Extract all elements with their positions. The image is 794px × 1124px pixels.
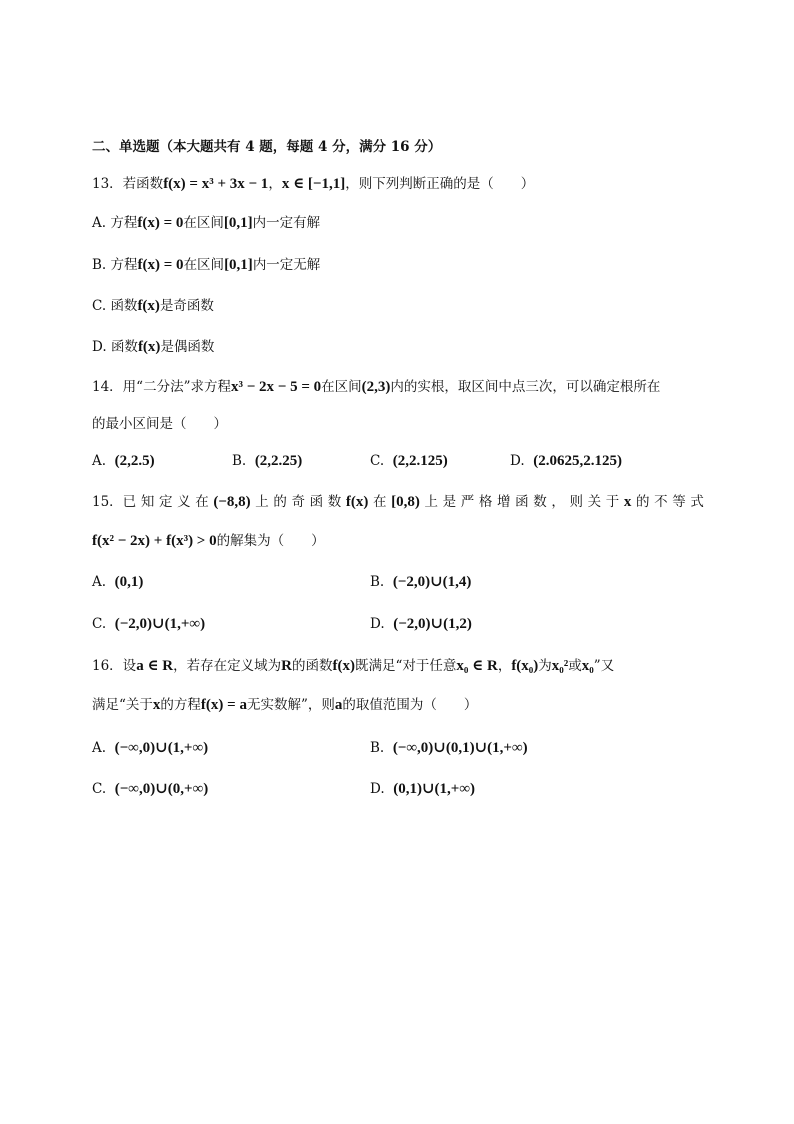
q16-option-b[interactable]: B. (−∞,0)∪(0,1)∪(1,+∞) <box>370 740 528 756</box>
question-16-stem-line2: 满足“关于x的方程f(x) = a无实数解”，则a的取值范围为（ ） <box>92 697 478 713</box>
q15-option-d[interactable]: D. (−2,0)∪(1,2) <box>370 616 472 632</box>
q15-option-a[interactable]: A. (0,1) <box>92 574 144 590</box>
section-heading: 二、单选题（本大题共有 4 题，每题 4 分，满分 16 分） <box>92 139 442 155</box>
q13-domain: x ∈ [−1,1] <box>281 176 346 192</box>
q14-option-d[interactable]: D. (2.0625,2.125) <box>510 453 622 469</box>
question-15-stem-line1: 15．已 知 定 义 在 (−8,8) 上 的 奇 函 数 f(x) 在 [0,8) 上 是 严 格 增 函 数 ， 则 关 于 x 的 不 等 式 <box>92 494 704 510</box>
q13-option-b[interactable]: B. 方程f(x) = 0在区间[0,1]内一定无解 <box>92 257 321 273</box>
q13-option-c[interactable]: C. 函数f(x)是奇函数 <box>92 298 214 314</box>
question-14-stem-line2: 的最小区间是（ ） <box>92 416 227 432</box>
question-14-stem-line1: 14．用“二分法”求方程x³ − 2x − 5 = 0在区间(2,3)内的实根，取区间中点三次，可以确定根所在 <box>92 379 661 395</box>
q16-option-a[interactable]: A. (−∞,0)∪(1,+∞) <box>92 740 209 756</box>
q13-function-formula: f(x) = x³ + 3x − 1 <box>163 176 269 192</box>
q15-option-c[interactable]: C. (−2,0)∪(1,+∞) <box>92 616 206 632</box>
q14-option-b[interactable]: B. (2,2.25) <box>232 453 303 469</box>
q15-option-b[interactable]: B. (−2,0)∪(1,4) <box>370 574 472 590</box>
question-15-stem-line2: f(x² − 2x) + f(x³) > 0的解集为（ ） <box>92 533 325 549</box>
q16-option-d[interactable]: D. (0,1)∪(1,+∞) <box>370 781 476 797</box>
question-13-stem: 13．若函数f(x) = x³ + 3x − 1，x ∈ [−1,1]，则下列判断正确的是（ ） <box>92 176 535 192</box>
q13-option-d[interactable]: D. 函数f(x)是偶函数 <box>92 339 215 355</box>
q13-option-a[interactable]: A. 方程f(x) = 0在区间[0,1]内一定有解 <box>92 215 321 231</box>
q16-option-c[interactable]: C. (−∞,0)∪(0,+∞) <box>92 781 209 797</box>
q14-option-c[interactable]: C. (2,2.125) <box>370 453 448 469</box>
q14-option-a[interactable]: A. (2,2.5) <box>92 453 155 469</box>
question-16-stem-line1: 16．设a ∈ R，若存在定义域为R的函数f(x)既满足“对于任意x₀ ∈ R，f(x₀)为x₀²或x₀”又 <box>92 658 615 674</box>
